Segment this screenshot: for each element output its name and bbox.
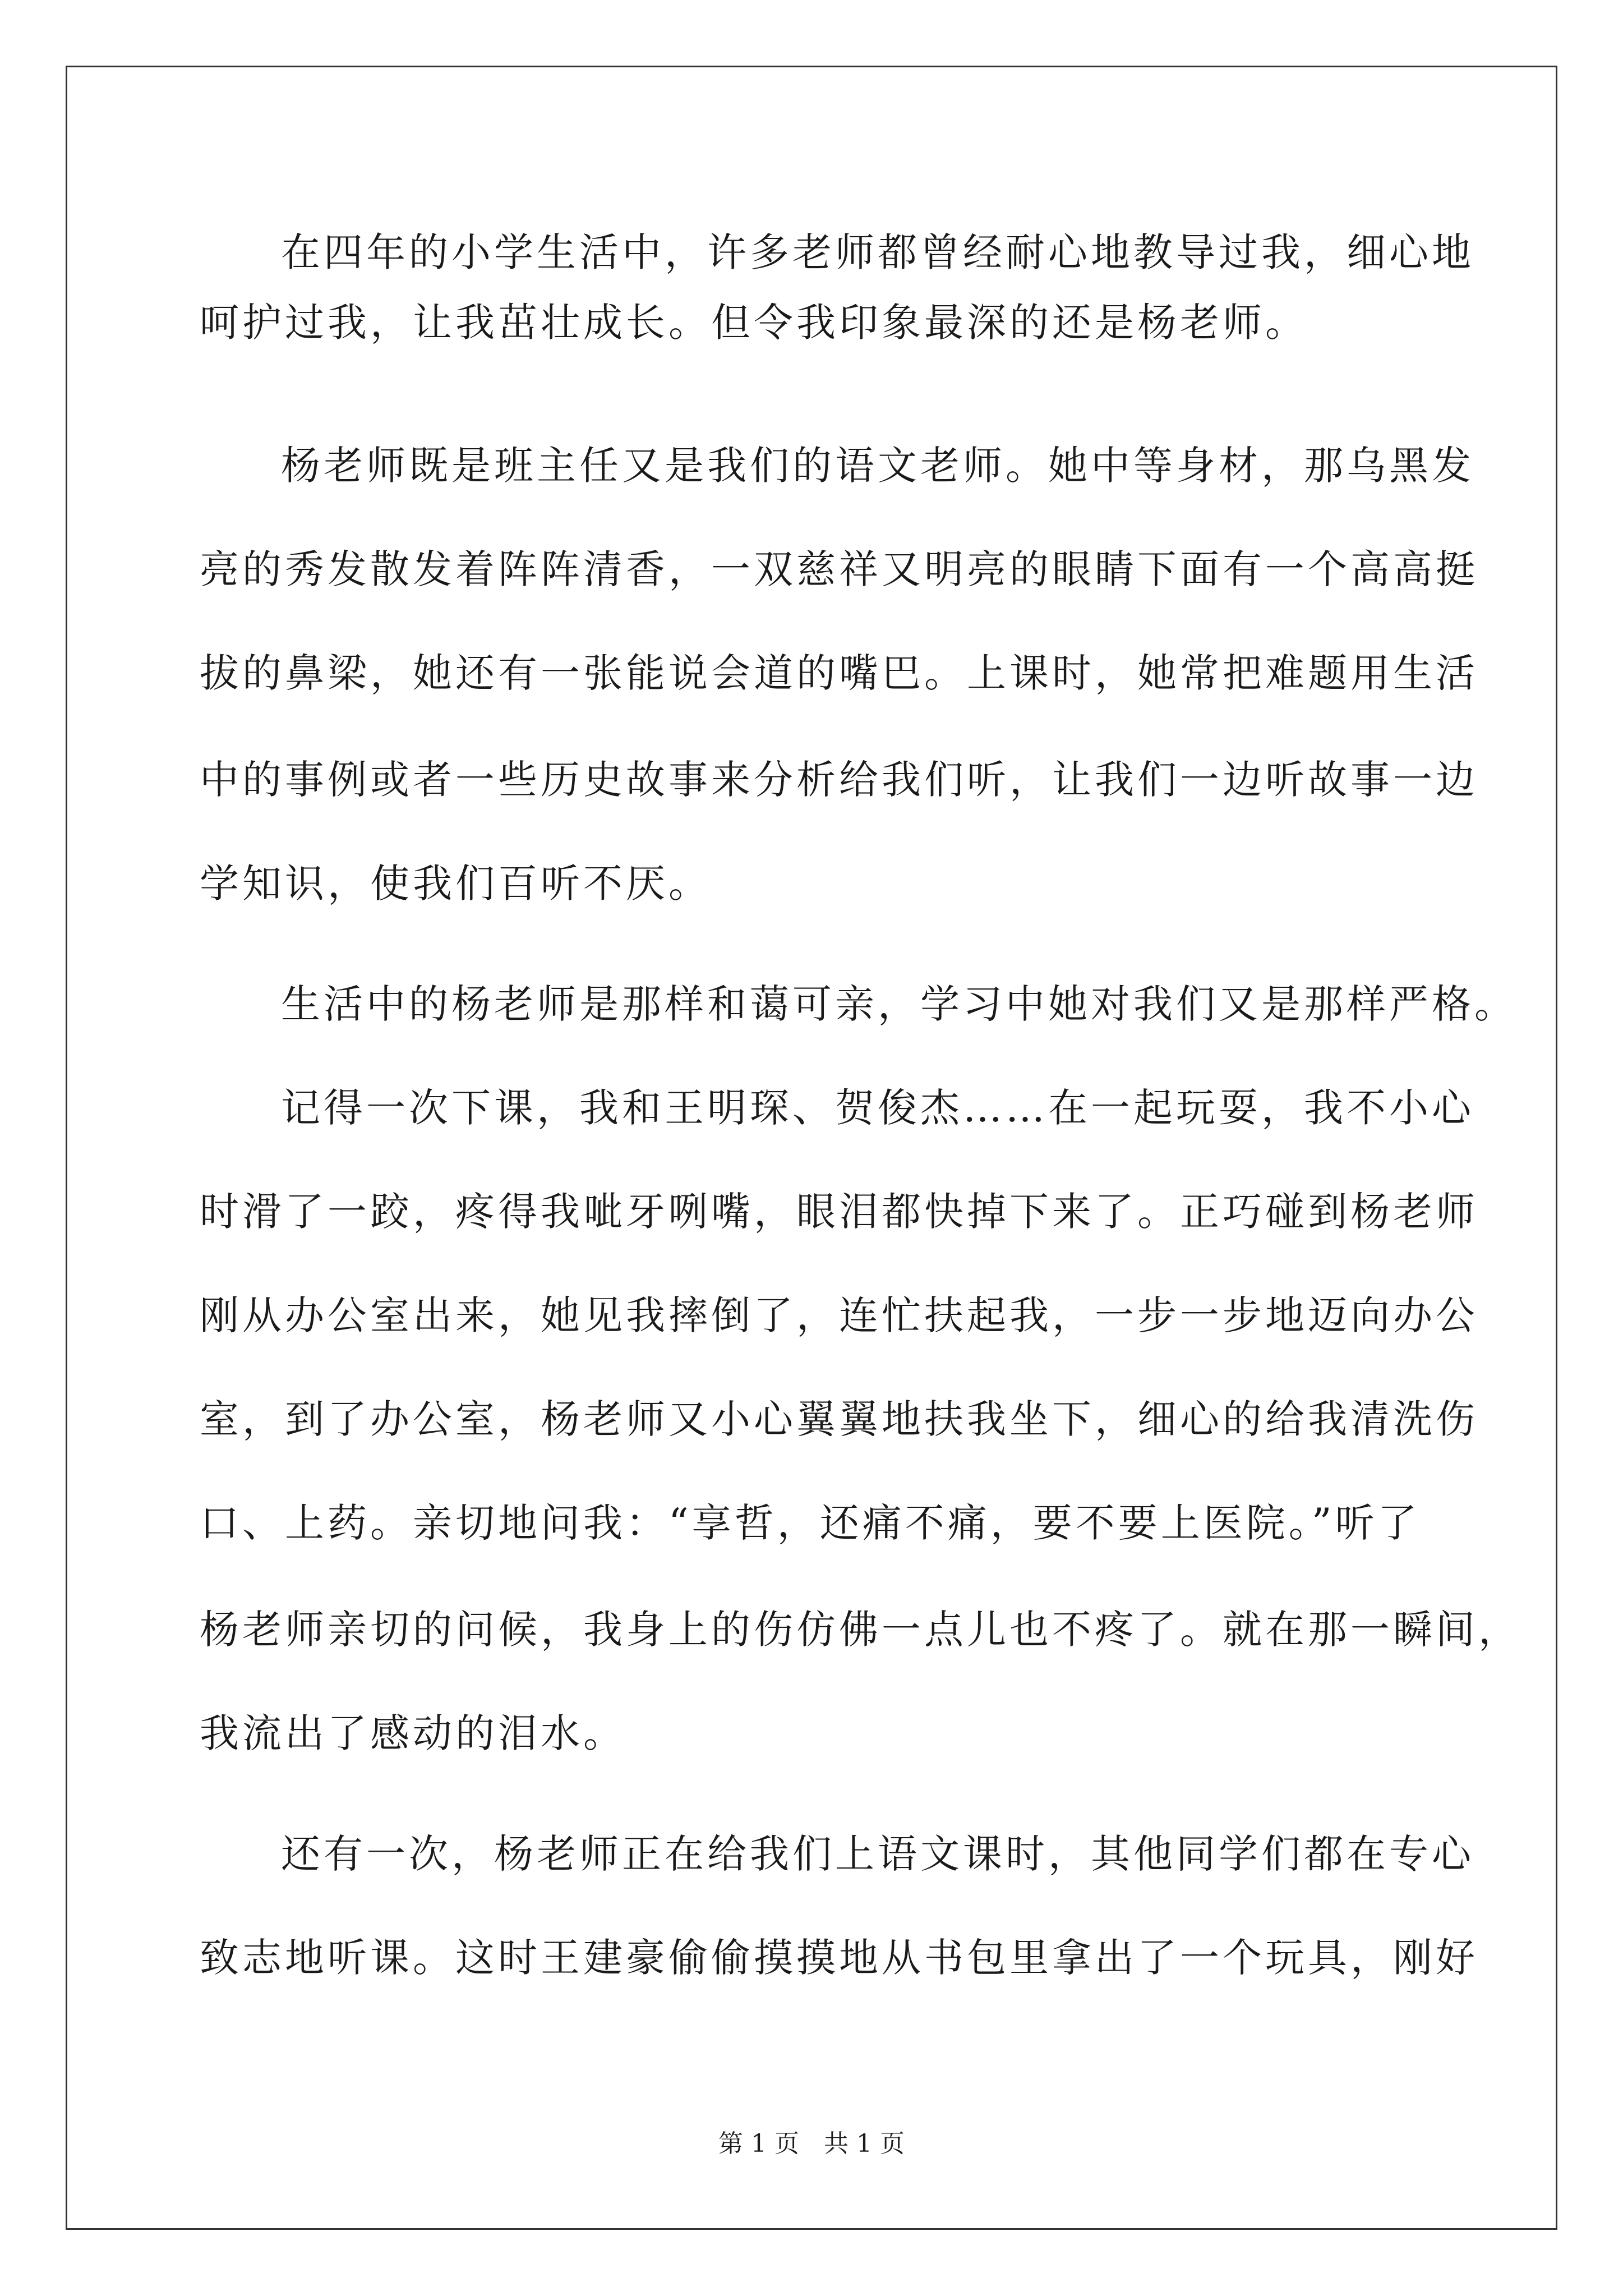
- paragraph-line: 时滑了一跤，疼得我呲牙咧嘴，眼泪都快掉下来了。正巧碰到杨老师: [200, 1189, 1478, 1235]
- paragraph-line: 记得一次下课，我和王明琛、贺俊杰……在一起玩耍，我不小心: [281, 1085, 1474, 1131]
- paragraph-line: 生活中的杨老师是那样和蔼可亲，学习中她对我们又是那样严格。: [281, 981, 1517, 1027]
- paragraph-line: 拔的鼻梁，她还有一张能说会道的嘴巴。上课时，她常把难题用生活: [200, 650, 1478, 696]
- paragraph-line: 致志地听课。这时王建豪偷偷摸摸地从书包里拿出了一个玩具，刚好: [200, 1935, 1478, 1981]
- paragraph-line: 呵护过我，让我茁壮成长。但令我印象最深的还是杨老师。: [200, 300, 1308, 346]
- page-number-footer: 第 1 页 共 1 页: [718, 2129, 905, 2158]
- paragraph-line: 杨老师亲切的问候，我身上的伤仿佛一点儿也不疼了。就在那一瞬间，: [200, 1607, 1521, 1653]
- paragraph-line: 室，到了办公室，杨老师又小心翼翼地扶我坐下，细心的给我清洗伤: [200, 1396, 1478, 1442]
- page-border: [66, 66, 1557, 2230]
- paragraph-line: 学知识，使我们百听不厌。: [200, 861, 711, 907]
- paragraph-line: 杨老师既是班主任又是我们的语文老师。她中等身材，那乌黑发: [281, 443, 1474, 489]
- paragraph-line: 刚从办公室出来，她见我摔倒了，连忙扶起我，一步一步地迈向办公: [200, 1292, 1478, 1338]
- paragraph-line: 在四年的小学生活中，许多老师都曾经耐心地教导过我，细心地: [281, 229, 1474, 275]
- paragraph-line: 口、上药。亲切地问我：“享哲，还痛不痛，要不要上医院。”听了: [200, 1500, 1421, 1546]
- paragraph-line: 中的事例或者一些历史故事来分析给我们听，让我们一边听故事一边: [200, 757, 1478, 803]
- paragraph-line: 亮的秀发散发着阵阵清香，一双慈祥又明亮的眼睛下面有一个高高挺: [200, 546, 1478, 592]
- paragraph-line: 还有一次，杨老师正在给我们上语文课时，其他同学们都在专心: [281, 1831, 1474, 1877]
- paragraph-line: 我流出了感动的泪水。: [200, 1710, 626, 1756]
